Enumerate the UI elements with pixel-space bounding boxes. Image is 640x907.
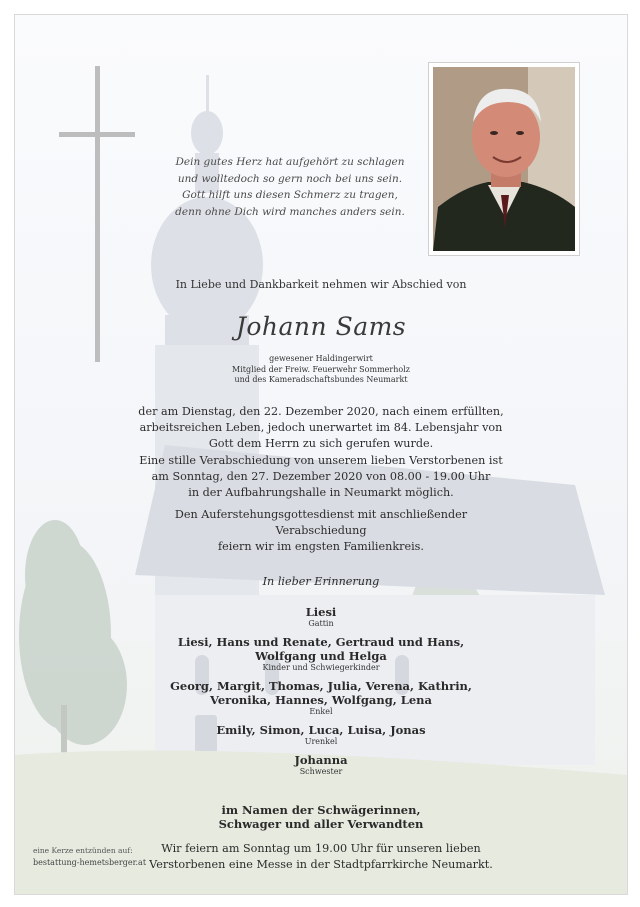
poem-line: Dein gutes Herz hat aufgehört zu schlagen [175, 156, 405, 168]
mourner-group [15, 753, 627, 777]
poem-line: Gott hilft uns diesen Schmerz zu tragen, [182, 189, 398, 201]
mourner-group [15, 679, 627, 717]
deceased-name: Johann Sams [235, 312, 407, 341]
mourner-names: Liesi [305, 605, 337, 619]
memory-heading: In lieber Erinnerung [262, 575, 380, 588]
poem-line: und wolltedoch so gern noch bei uns sein. [177, 172, 403, 185]
death-notice [131, 404, 511, 452]
closing-text [15, 803, 627, 831]
text-line: am Sonntag, den 27. Dezember 2020 von 08.00 - 19.00 Uhr [151, 470, 491, 483]
text-line: feiern wir im engsten Familienkreis. [218, 540, 424, 553]
poem [165, 154, 415, 220]
mourner-names: Liesi, Hans und Renate, Gertraud und Hans, [177, 635, 465, 649]
title-line: gewesener Haldingerwirt [269, 354, 373, 363]
mourner-relation: Gattin [308, 619, 334, 628]
mourner-group [15, 723, 627, 747]
text-line: Verstorbenen eine Messe in der Stadtpfarrkirche Neumarkt. [149, 858, 493, 871]
closing-line: im Namen der Schwägerinnen, [221, 803, 421, 817]
mourners-list [15, 605, 627, 783]
mourner-names: Emily, Simon, Luca, Luisa, Jonas [216, 723, 426, 737]
title-line: Mitglied der Freiw. Feuerwehr Sommerholz [232, 364, 410, 374]
text-line: in der Aufbahrungshalle in Neumarkt möglich. [188, 486, 454, 499]
farewell-notice [131, 453, 511, 501]
candle-note [33, 845, 173, 869]
mourner-group [15, 605, 627, 629]
mourner-names: Veronika, Hannes, Wolfgang, Lena [210, 693, 432, 707]
candle-link[interactable]: bestattung-hemetsberger.at [33, 858, 147, 867]
mourner-relation: Schwester [299, 767, 343, 776]
mourner-names: Georg, Margit, Thomas, Julia, Verena, Kathrin, [170, 679, 472, 693]
intro-text: In Liebe und Dankbarkeit nehmen wir Abschied von [175, 278, 467, 291]
text-line: der am Dienstag, den 22. Dezember 2020, nach einem erfüllten, [138, 405, 504, 418]
funeral-notice [131, 507, 511, 555]
mourner-names: Johanna [294, 753, 348, 767]
text-line: Eine stille Verabschiedung von unserem lieben Verstorbenen ist [139, 454, 503, 467]
text-line: Gott dem Herrn zu sich gerufen wurde. [208, 437, 434, 450]
poem-line: denn ohne Dich wird manches anders sein. [175, 205, 405, 218]
text-line: Den Auferstehungsgottesdienst mit anschließender Verabschiedung [174, 508, 468, 537]
mourner-relation: Kinder und Schwiegerkinder [262, 663, 380, 672]
mourner-relation: Urenkel [304, 737, 338, 746]
mourner-names: Wolfgang und Helga [255, 649, 387, 663]
cross-icon-horizontal [59, 132, 135, 137]
portrait-photo [433, 67, 575, 251]
deceased-titles [15, 354, 627, 386]
text-line: Wir feiern am Sonntag um 19.00 Uhr für unseren lieben [161, 842, 481, 855]
obituary-card [14, 14, 628, 895]
candle-note-label: eine Kerze entzünden auf: [33, 846, 133, 855]
closing-line: Schwager und aller Verwandten [218, 817, 424, 831]
text-line: arbeitsreichen Leben, jedoch unerwartet im 84. Lebensjahr von [139, 421, 503, 434]
portrait-frame [428, 62, 580, 256]
mourner-group [15, 635, 627, 673]
mourner-relation: Enkel [309, 707, 333, 716]
title-line: und des Kameradschaftsbundes Neumarkt [234, 375, 408, 384]
